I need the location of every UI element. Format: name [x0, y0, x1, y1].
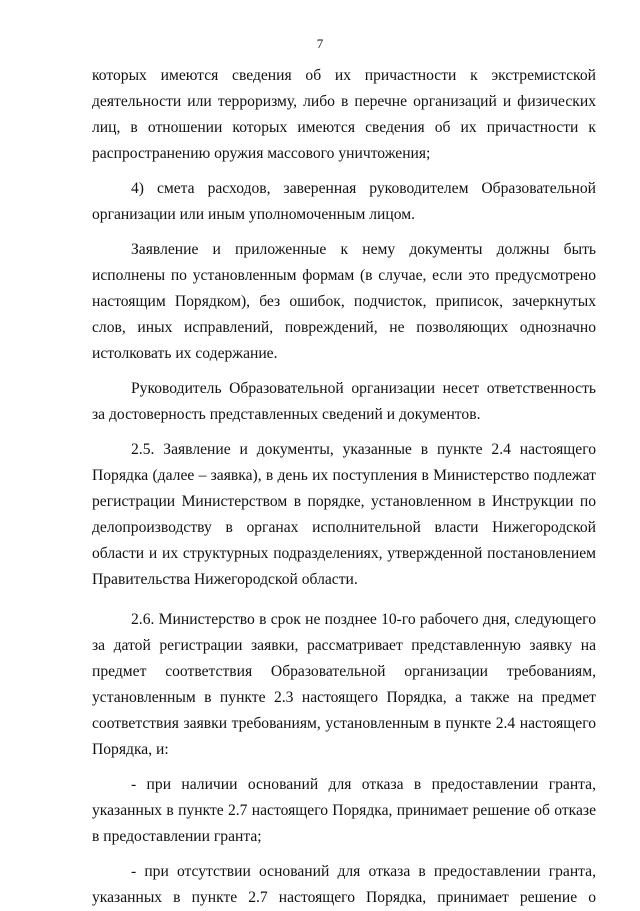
paragraph-continuation: которых имеются сведения об их причастности к экстремистской деятельности или терроризму, либо в перечне организаций и физических лиц, в отношении которых имеются сведения об их причастности к распространению оружия массового уничтожения; [92, 67, 596, 162]
document-body [92, 63, 596, 911]
list-item-refusal: - при наличии оснований для отказа в предоставлении гранта, указанных в пункте 2.7 настоящего Порядка, принимает решение об отказе в предоставлении гранта; [92, 776, 596, 845]
paragraph-2-5-registration: 2.5. Заявление и документы, указанные в пункте 2.4 настоящего Порядка (далее – заявка), в день их поступления в Министерство подлежат регистрации Министерством в порядке, установленном в Инструкции по делопроизводству в органах исполнительной власти Нижегородской области и их структурных подразделениях, утвержденной постановлением Правительства Нижегородской области. [92, 441, 596, 588]
paragraph-2-6-review: 2.6. Министерство в срок не позднее 10-го рабочего дня, следующего за датой регистрации заявки, рассматривает представленную заявку на предмет соответствия Образовательной организации требованиям, установленным в пункте 2.3 настоящего Порядка, а также на предмет соответствия заявки требованиям, установленным в пункте 2.4 настоящего Порядка, и: [92, 611, 596, 758]
paragraph-document-requirements: Заявление и приложенные к нему документы должны быть исполнены по установленным формам (в случае, если это предусмотрено настоящим Порядком), без ошибок, подчисток, приписок, зачеркнутых слов, иных исправлений, повреждений, не позволяющих однозначно истолковать их содержание. [92, 241, 596, 362]
page-number: 7 [316, 36, 324, 51]
paragraph-item-4-estimate: 4) смета расходов, заверенная руководителем Образовательной организации или иным уполномоченным лицом. [92, 180, 596, 223]
list-item-approval: - при отсутствии оснований для отказа в предоставлении гранта, указанных в пункте 2.7 настоящего Порядка, принимает решение о [92, 863, 596, 906]
paragraph-head-responsibility: Руководитель Образовательной организации несет ответственность за достоверность представленных сведений и документов. [92, 380, 596, 423]
